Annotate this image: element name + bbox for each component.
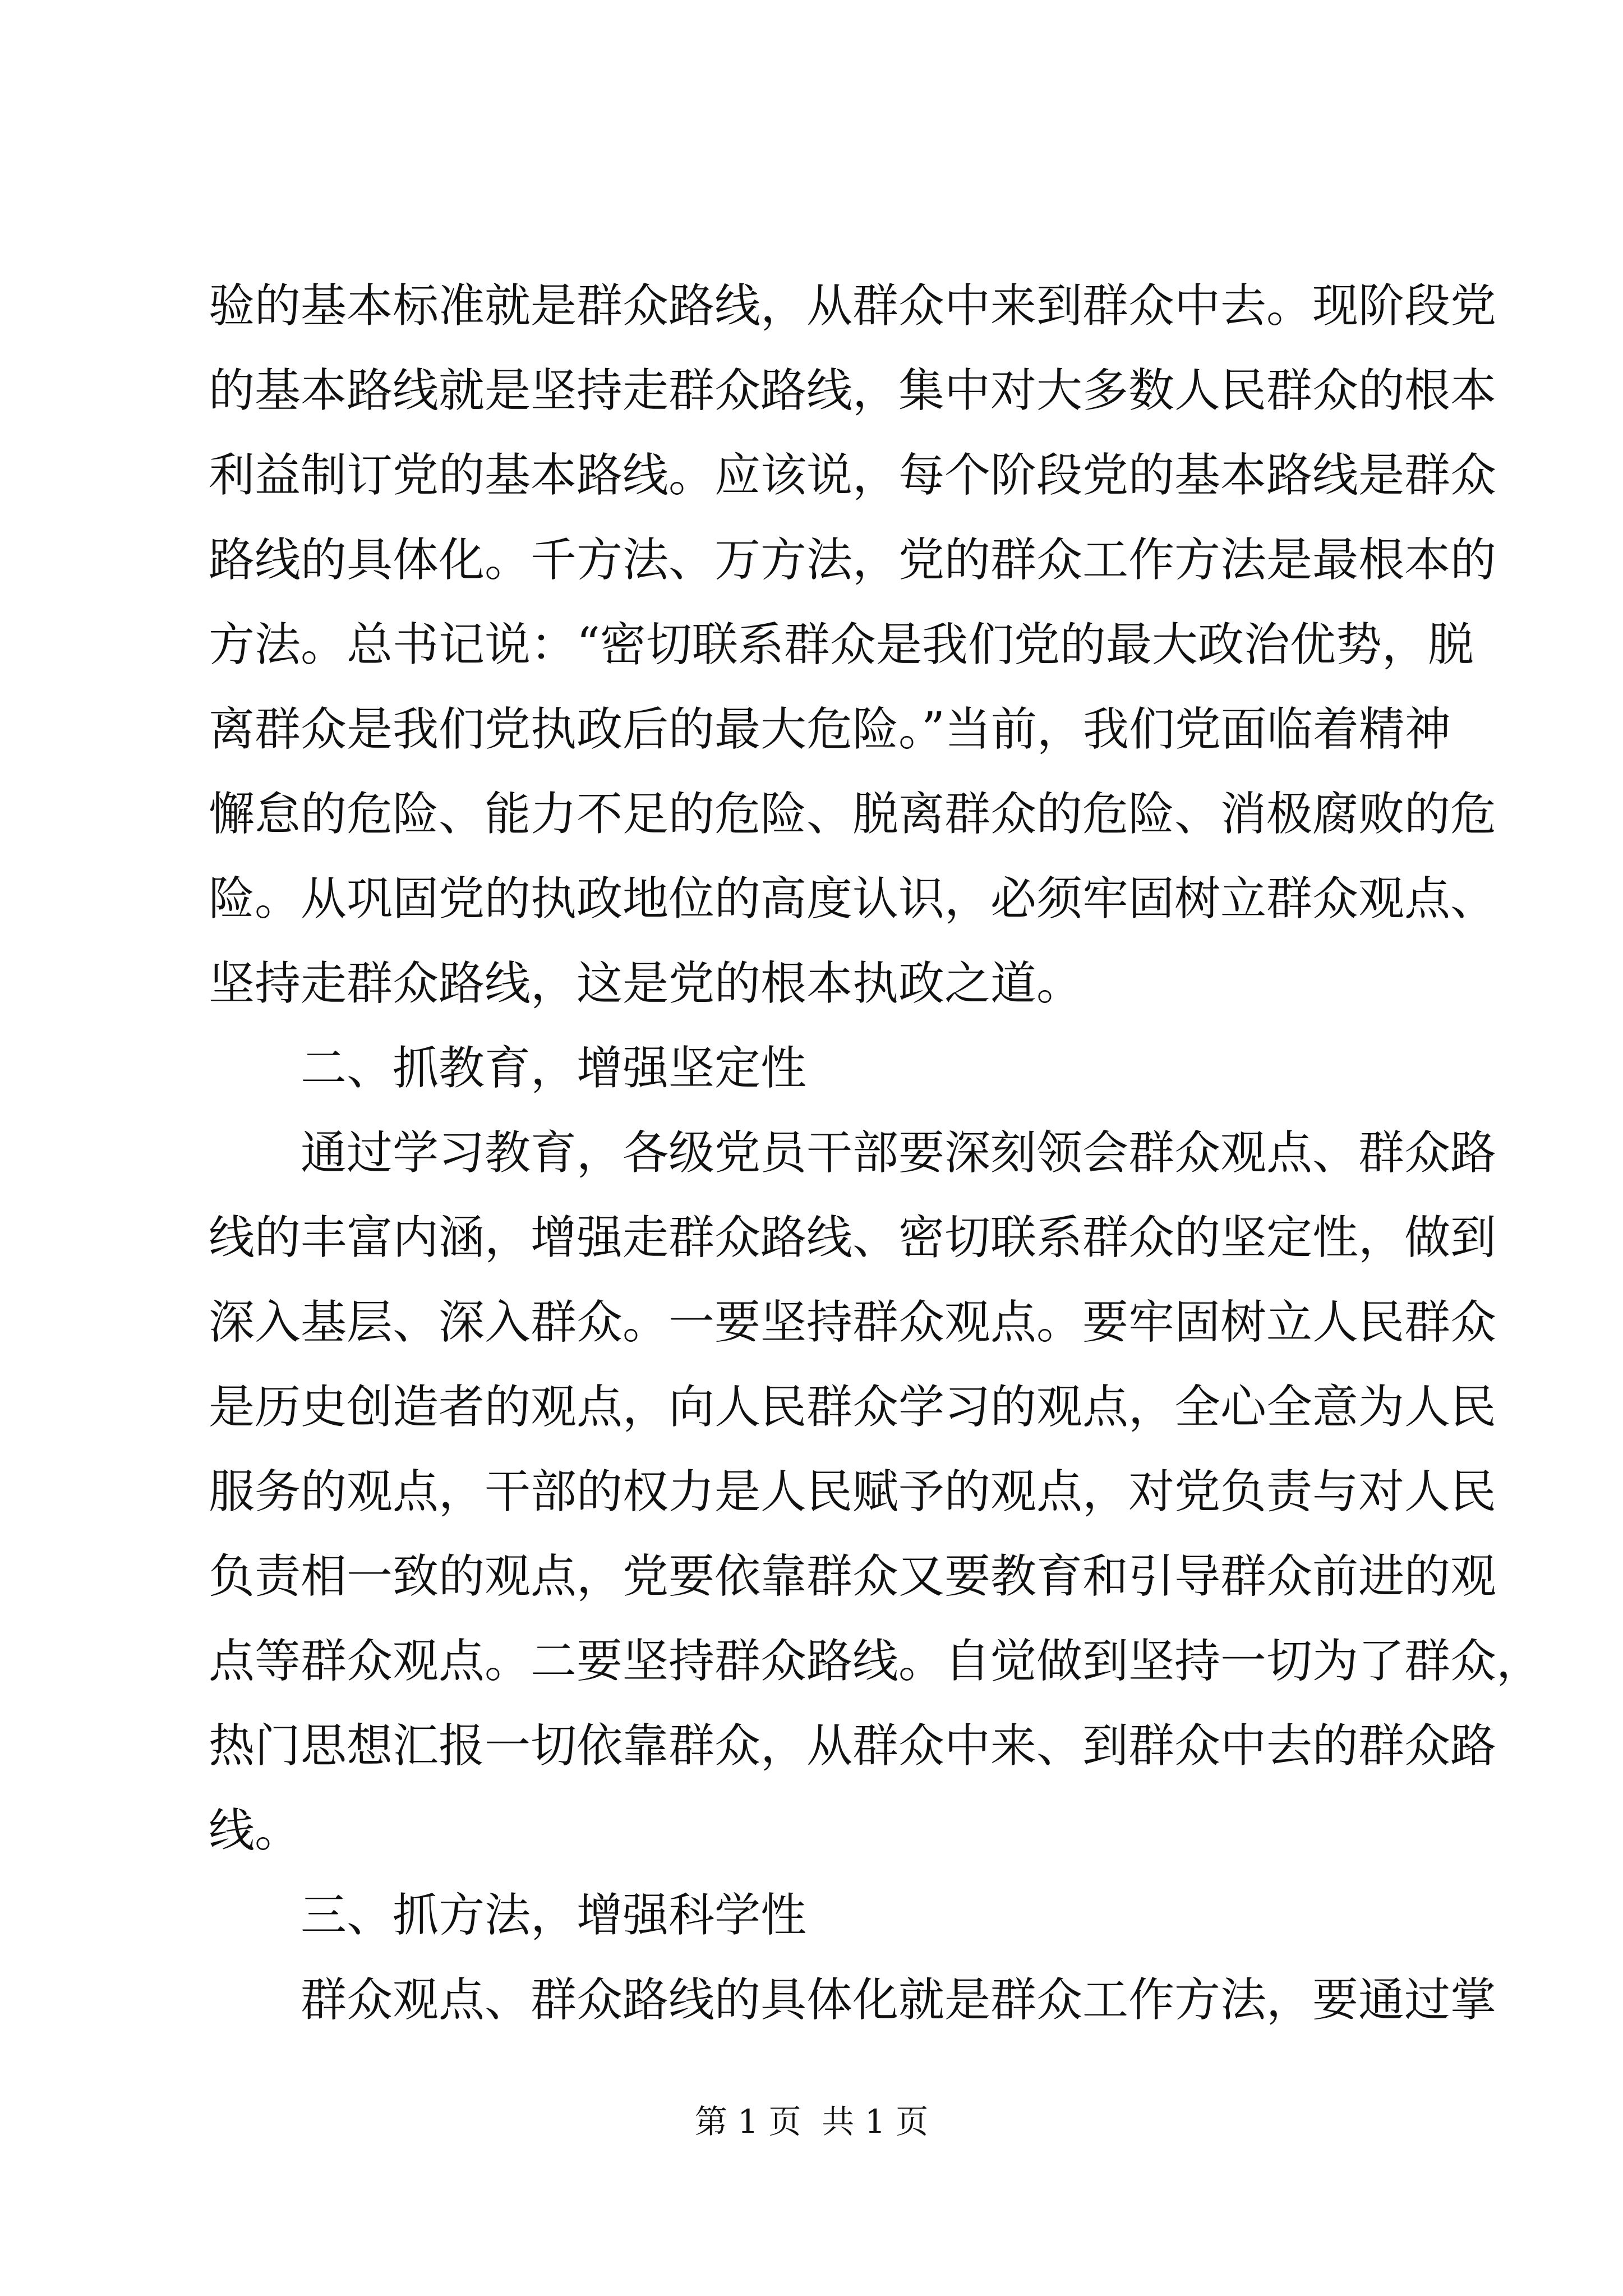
document-body xyxy=(209,264,1543,2042)
text-line: 离群众是我们党执政后的最大危险。”当前，我们党面临着精神 xyxy=(209,703,1451,756)
text-line: 点等群众观点。二要坚持群众路线。自觉做到坚持一切为了群众， xyxy=(209,1635,1543,1688)
section-heading xyxy=(209,1026,1420,1111)
text-line: 懈怠的危险、能力不足的危险、脱离群众的危险、消极腐败的危 xyxy=(209,788,1497,841)
text-line: 服务的观点，干部的权力是人民赋予的观点，对党负责与对人民 xyxy=(209,1465,1497,1519)
text-line: 通过学习教育，各级党员干部要深刻领会群众观点、群众路 xyxy=(301,1126,1497,1180)
text-line: 线。 xyxy=(209,1804,301,1857)
page-footer: 第 1 页 共 1 页 xyxy=(694,2102,929,2141)
text-line: 方法。总书记说：“密切联系群众是我们党的最大政治优势，脱 xyxy=(209,618,1474,671)
text-line: 是历史创造者的观点，向人民群众学习的观点，全心全意为人民 xyxy=(209,1381,1497,1434)
heading-text: 二、抓教育，增强坚定性 xyxy=(301,1042,807,1095)
text-line: 路线的具体化。千方法、万方法，党的群众工作方法是最根本的 xyxy=(209,533,1497,587)
text-line: 坚持走群众路线，这是党的根本执政之道。 xyxy=(209,957,1083,1010)
text-line: 负责相一致的观点，党要依靠群众又要教育和引导群众前进的观 xyxy=(209,1550,1497,1603)
text-line: 群众观点、群众路线的具体化就是群众工作方法，要通过掌 xyxy=(301,1973,1497,2027)
text-line: 深入基层、深入群众。一要坚持群众观点。要牢固树立人民群众 xyxy=(209,1296,1497,1349)
section-heading xyxy=(209,1873,1420,1958)
text-line: 的基本路线就是坚持走群众路线，集中对大多数人民群众的根本 xyxy=(209,364,1497,417)
text-line: 验的基本标准就是群众路线，从群众中来到群众中去。现阶段党 xyxy=(209,279,1497,333)
paragraph xyxy=(209,1958,1497,2042)
text-line: 热门思想汇报一切依靠群众，从群众中来、到群众中去的群众路 xyxy=(209,1719,1497,1773)
heading-text: 三、抓方法，增强科学性 xyxy=(301,1889,807,1942)
paragraph xyxy=(209,1111,1543,1873)
text-line: 险。从巩固党的执政地位的高度认识，必须牢固树立群众观点、 xyxy=(209,872,1497,926)
text-line: 利益制订党的基本路线。应该说，每个阶段党的基本路线是群众 xyxy=(209,449,1497,502)
paragraph xyxy=(209,264,1497,1026)
text-line: 线的丰富内涵，增强走群众路线、密切联系群众的坚定性，做到 xyxy=(209,1211,1497,1264)
